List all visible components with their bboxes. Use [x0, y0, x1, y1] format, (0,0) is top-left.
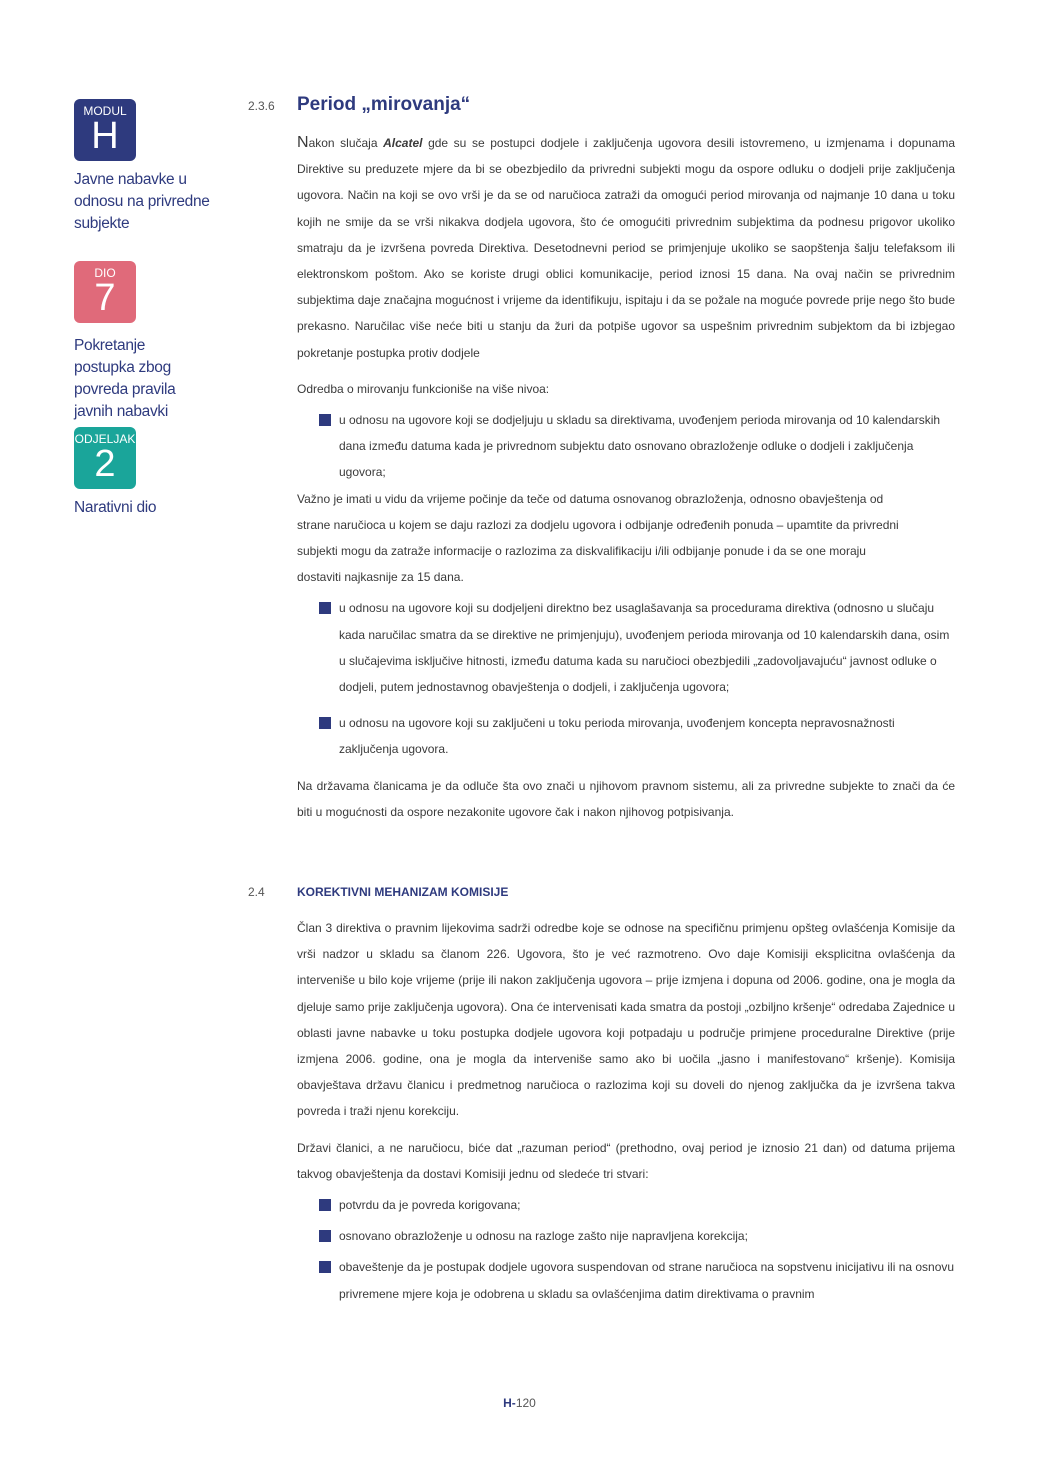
- dio-title: Pokretanje postupka zbog povreda pravila javnih nabavki: [74, 337, 176, 420]
- modul-label: MODUL: [83, 104, 127, 118]
- modul-title: Javne nabavke u odnosu na privredne subjekte: [74, 171, 210, 232]
- odjeljak-number: 2: [94, 443, 116, 485]
- odjeljak-badge: [74, 427, 136, 489]
- list-item: [297, 595, 955, 700]
- section-title: Period „mirovanja“: [297, 94, 471, 115]
- modul-badge: [74, 99, 136, 161]
- paragraph-text: akon slučaja: [308, 136, 384, 150]
- emphasis-text: Alcatel: [383, 136, 423, 150]
- dio-badge: [74, 261, 136, 323]
- dio-label: DIO: [94, 266, 116, 280]
- list-item: [297, 1254, 955, 1306]
- list-item-text: u odnosu na ugovore koji su dodjeljeni direktno bez usaglašavanja sa procedurama direktiva (odnosno u slučaju kada naručilac smatra da se direktive ne primjenjuju), uvođenjem perioda mirovanja od 10 kalendarskih dana, osim u slučajevima isključive hitnosti, između datuma kada su naručioci obezbjedili „zadovoljavajuću“ javnost odluke o dodjeli, putem jednostavnog obavještenja o dodjeli, i zaključenja ugovora;: [339, 601, 950, 695]
- odjeljak-label: ODJELJAK: [74, 432, 136, 446]
- list-item-text: obaveštenje da je postupak dodjele ugovora suspendovan od strane naručioca na sopstvenu inicijativu ili na osnovu privremene mjere koja je odobrena u skladu sa ovlašćenjima datim direktivama o pravnim: [339, 1260, 955, 1301]
- list-item-text: u odnosu na ugovore koji se dodjeljuju u skladu sa direktivama, uvođenjem perioda mirovanja od 10 kalendarskih dana između datuma kada je privrednom subjektu dato osnovano obrazloženje odluke o dodjeli i zaključenja ugovora;: [339, 413, 941, 480]
- sidebar: [74, 99, 234, 519]
- bullet-square-icon: [319, 717, 331, 729]
- paragraph: Odredba o mirovanju funkcioniše na više nivoa:: [297, 381, 550, 396]
- section-number: 2.3.6: [248, 99, 275, 113]
- list-item-text: osnovano obrazloženje u odnosu na razloge zašto nije napravljena korekcija;: [339, 1229, 748, 1244]
- paragraph: [297, 130, 955, 366]
- page-number: 120: [515, 1396, 536, 1410]
- page-footer: [0, 1396, 1039, 1410]
- list-item-text: potvrdu da je povreda korigovana;: [339, 1198, 521, 1213]
- footer-prefix: H-: [503, 1396, 516, 1410]
- section-title: KOREKTIVNI MEHANIZAM KOMISIJE: [297, 885, 509, 899]
- modul-letter: H: [91, 115, 119, 157]
- list-item: [297, 1223, 955, 1249]
- list-item: [297, 1192, 955, 1218]
- paragraph: Važno je imati u vidu da vrijeme počinje da teče od datuma osnovanog obrazloženja, odnosno obavještenja od strane naručioca u kojem se daju razlozi za dodjelu ugovora i odbijanje određenih ponuda – upamtite da privredni subjekti mogu da zatraže informacije o razlozima za diskvalifikaciju i/ili odbijanje ponude i da se one moraju dostaviti najkasnije za 15 dana.: [297, 491, 899, 585]
- bullet-square-icon: [319, 414, 331, 426]
- paragraph: Državi članici, a ne naručiocu, biće dat „razuman period“ (prethodno, ovaj period je iznosio 21 dan) od datuma prijema takvog obavještenja da dostavi Komisiji jednu od sledeće tri stvari:: [297, 1140, 955, 1181]
- paragraph: Član 3 direktiva o pravnim lijekovima sadrži odredbe koje se odnose na specifičnu primjenu opšteg ovlašćenja Komisije da vrši nadzor u skladu sa članom 226. Ugovora, što je već razmotreno. Ovo daje Komisiji eksplicitna ovlašćenja da interveniše u bilo koje vrijeme (prije ili nakon zaključenja ugovora – prije izmjena i dopuna od 2006. godine, ona je mogla da djeluje samo prije zaključenja ugovora). Ona će intervenisati kada smatra da postoji „ozbiljno kršenje“ odredaba Zajednice u oblasti javne nabavke u toku postupka dodjele ugovora koji potpadaju u područje primjene proceduralne Direktive (prije izmjena 2006. godine, ona je mogla da interveniše samo ako bi uočila „jasno i manifestovano“ kršenje). Komisija obavještava državu članicu i predmetnog naručioca o razlozima koji su doveli do njenog zaključka da je izvršena takva povreda i traži njenu korekciju.: [297, 921, 955, 1119]
- list-item: [297, 710, 955, 762]
- bullet-square-icon: [319, 1199, 331, 1211]
- list-item-text: u odnosu na ugovore koji su zaključeni u toku perioda mirovanja, uvođenjem koncepta nepravosnažnosti zaključenja ugovora.: [339, 716, 895, 757]
- paragraph: Na državama članicama je da odluče šta ovo znači u njihovom pravnom sistemu, ali za privredne subjekte to znači da će biti u mogućnosti da ospore nezakonite ugovore čak i nakon njihovog potpisivanja.: [297, 778, 955, 819]
- section-24-body: [297, 915, 955, 1307]
- section-number: 2.4: [248, 885, 265, 899]
- odjeljak-title: Narativni dio: [74, 499, 157, 516]
- drop-cap: N: [297, 134, 309, 151]
- bullet-square-icon: [319, 1261, 331, 1273]
- list-item: [297, 407, 955, 486]
- bullet-square-icon: [319, 1230, 331, 1242]
- bullet-square-icon: [319, 602, 331, 614]
- dio-number: 7: [94, 277, 116, 319]
- paragraph-text: gde su se postupci dodjele i zaključenja ugovora desili istovremeno, u izmjenama i dopunama Direktive su preduzete mjere da bi se obezbjedilo da privredni subjekti mogu da ospore odluku o dodjeli prije zaključenja ugovora. Način na koji se ovo vrši je da se od naručioca zatraži da omogući period mirovanja od najmanje 10 dana u toku kojih ne smije da se vrši nikakva dodjela ugovora, što će omogućiti privrednim subjektima da podnesu prigovor ukoliko smatraju da je izvršena povreda Direktiva. Desetodnevni period se primjenjuje ukoliko se saopštenja šalju telefaksom ili elektronskom poštom. Ako se koriste drugi oblici komunikacije, period iznosi 15 dana. Na ovaj način se privrednim subjektima daje značajna mogućnost i vrijeme da identifikuju, ispitaju i da se požale na moguće povrede prije nego što bude prekasno. Naručilac više neće biti u stanju da žuri da potpiše ugovor sa uspešnim privrednim subjektom da bi izbjegao pokretanje postupka protiv dodjele: [297, 136, 956, 360]
- section-236-body: [297, 130, 955, 825]
